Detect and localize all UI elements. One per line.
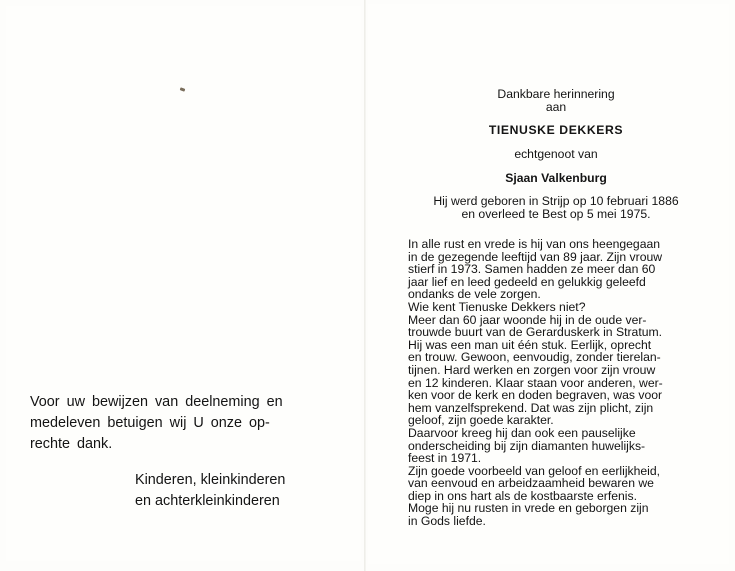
text-line: Daarvoor kreeg hij dan ook een pauselijke bbox=[408, 425, 636, 440]
signature-line: Kinderen, kleinkinderen bbox=[135, 472, 286, 488]
text-line: en trouw. Gewoon, eenvoudig, zonder tierelan- bbox=[408, 350, 661, 365]
spouse-intro: echtgenoot van bbox=[514, 147, 598, 161]
card-fold bbox=[364, 0, 366, 571]
thanks-line: medeleven betuigen wij U onze op- bbox=[30, 415, 270, 431]
thanks-message bbox=[30, 392, 320, 455]
text-line: onderscheiding bij zijn diamanten huwelijks- bbox=[408, 438, 646, 453]
text-line: in Gods liefde. bbox=[408, 514, 486, 529]
birth-line: Hij werd geboren in Strijp op 10 februari 1886 bbox=[433, 194, 679, 208]
text-line: in de gezegende leeftijd van 89 jaar. Zijn vrouw bbox=[408, 249, 663, 264]
intro-line: Dankbare herinnering bbox=[497, 87, 615, 101]
memorial-heading bbox=[406, 88, 706, 221]
deceased-name: TIENUSKE DEKKERS bbox=[488, 123, 624, 137]
thanks-line: Voor uw bewijzen van deelneming en bbox=[30, 394, 283, 410]
birth-death-dates bbox=[406, 195, 706, 221]
text-line: Hij was een man uit één stuk. Eerlijk, oprecht bbox=[408, 337, 652, 352]
memorial-text bbox=[408, 238, 690, 528]
text-line: hem vanzelfsprekend. Dat was zijn plicht, zijn bbox=[408, 400, 654, 415]
text-line: en 12 kinderen. Klaar staan voor anderen, wer- bbox=[408, 375, 663, 390]
text-line: In alle rust en vrede is hij van ons heengegaan bbox=[408, 237, 661, 251]
text-line: diep in ons hart als de kostbaarste erfenis. bbox=[408, 488, 637, 503]
text-line: feest in 1971. bbox=[408, 451, 482, 466]
text-line: geloof, zijn goede karakter. bbox=[408, 413, 554, 428]
text-line: van eenvoud en arbeidzaamheid bewaren we bbox=[408, 476, 654, 491]
text-line: ondanks de vele zorgen. bbox=[408, 287, 541, 302]
family-signature bbox=[135, 470, 285, 512]
intro-line: aan bbox=[545, 100, 567, 114]
text-line: jaar lief en leed gedeeld en gelukkig geleefd bbox=[408, 274, 646, 289]
thanks-line: rechte dank. bbox=[30, 436, 113, 452]
text-line: Moge hij nu rusten in vrede en geborgen zijn bbox=[408, 501, 649, 516]
death-line: en overleed te Best op 5 mei 1975. bbox=[461, 207, 651, 221]
text-line: trouwde buurt van de Gerarduskerk in Stratum. bbox=[408, 325, 663, 340]
signature-line: en achterkleinkinderen bbox=[135, 493, 280, 509]
text-line: stierf in 1973. Samen hadden ze meer dan 60 bbox=[408, 262, 656, 277]
intro-text bbox=[406, 88, 706, 114]
text-line: tijnen. Hard werken en zorgen voor zijn vrouw bbox=[408, 362, 656, 377]
spouse-name: Sjaan Valkenburg bbox=[505, 171, 607, 185]
text-line: Wie kent Tienuske Dekkers niet? bbox=[408, 299, 586, 314]
text-line: ken voor de kerk en doden begraven, was voor bbox=[408, 388, 663, 403]
text-line: Meer dan 60 jaar woonde hij in de oude ver- bbox=[408, 312, 647, 327]
text-line: Zijn goede voorbeeld van geloof en eerlijkheid, bbox=[408, 463, 661, 478]
